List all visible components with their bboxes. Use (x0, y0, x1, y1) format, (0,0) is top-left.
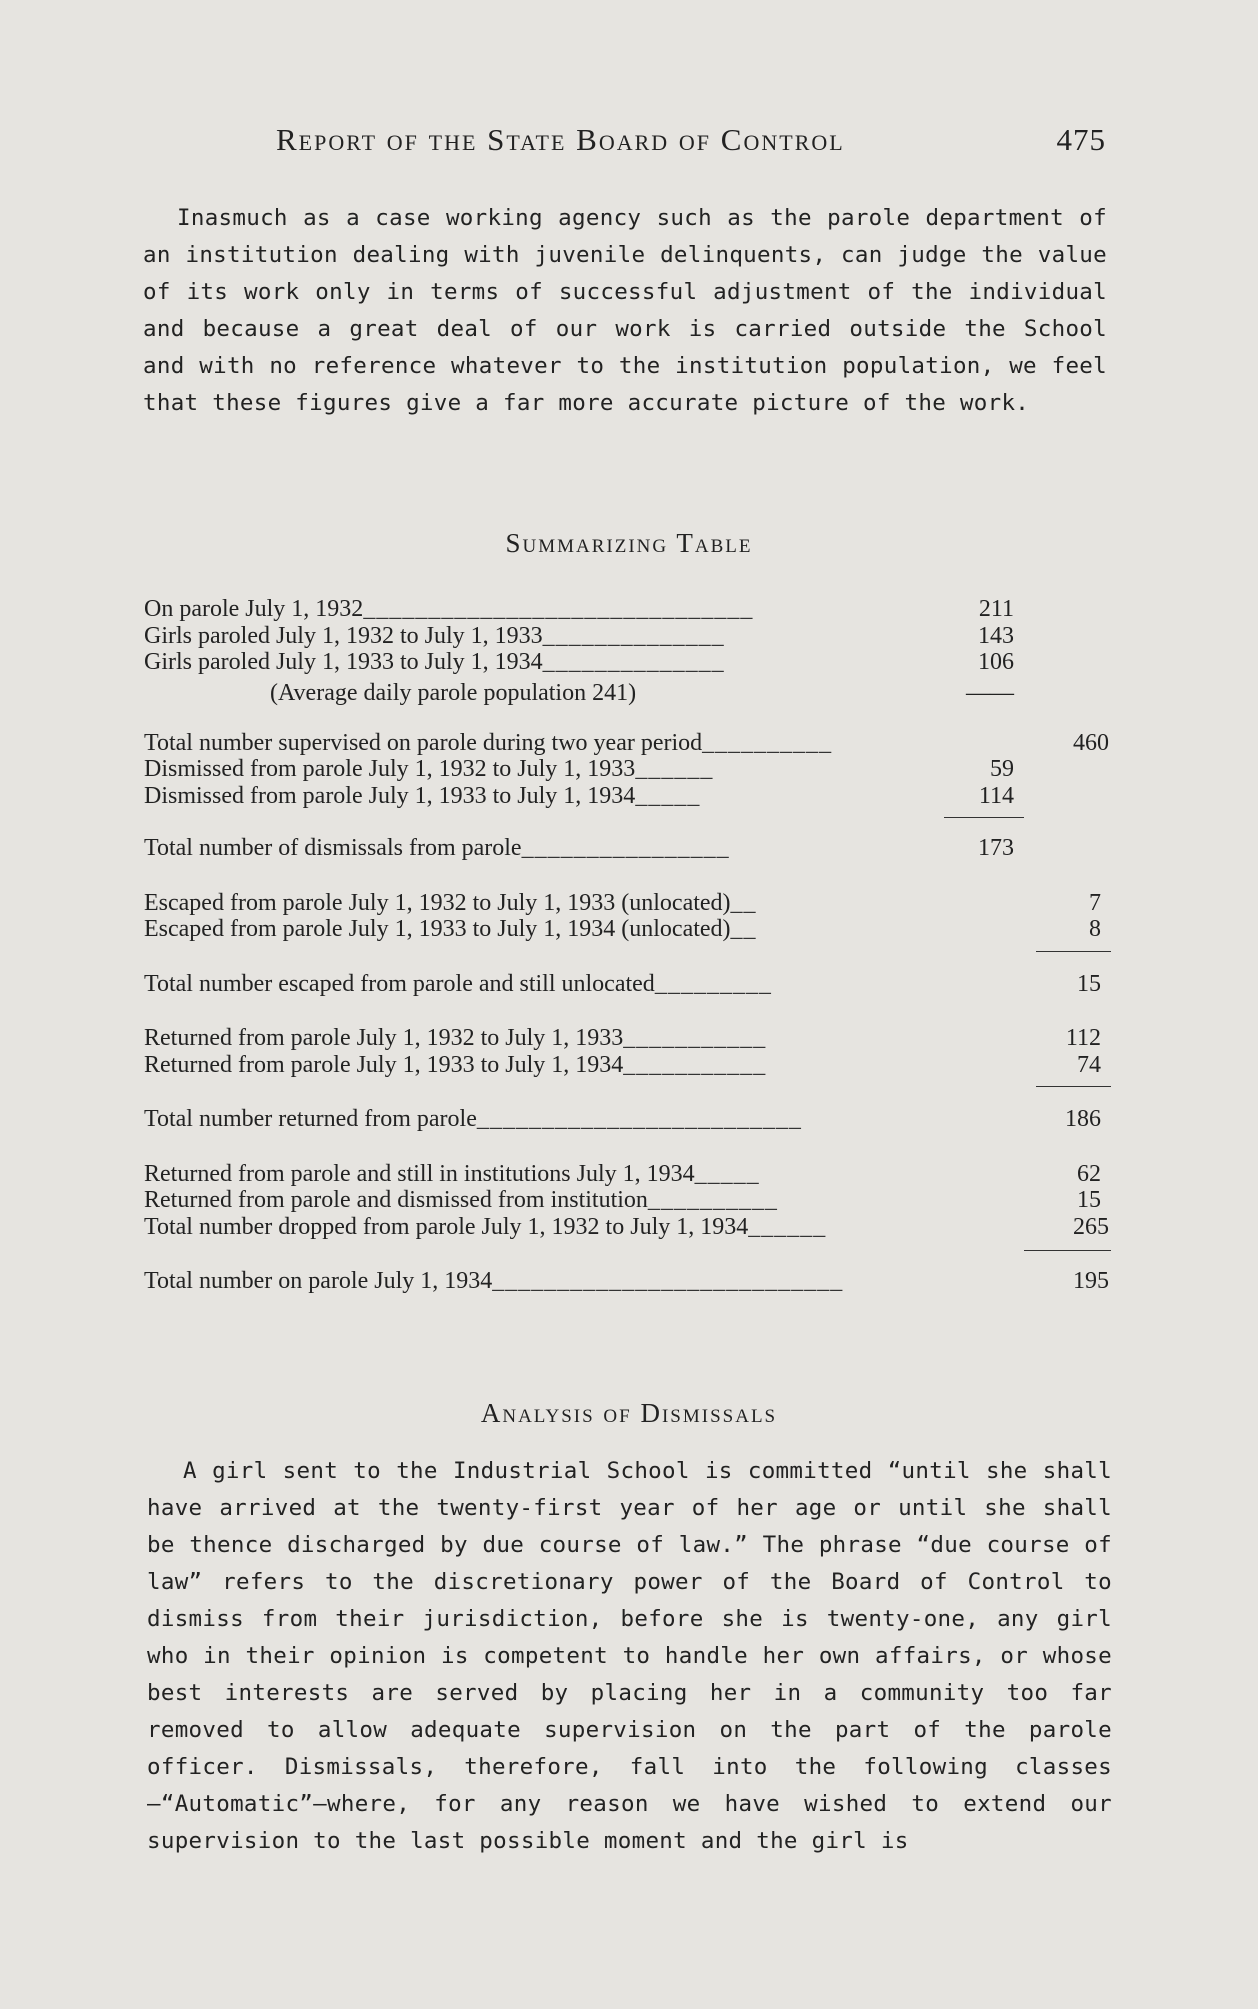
row-label: Total number supervised on parole during two year period (144, 729, 703, 756)
summary-table-title: Summarizing Table (505, 528, 753, 558)
analysis-title: Analysis of Dismissals (480, 1398, 778, 1428)
row-value: 8 (1089, 916, 1101, 942)
leader-dots: __________ (702, 729, 833, 756)
row-value: 74 (1077, 1051, 1101, 1078)
row-label: (Average daily parole population 241) (270, 679, 637, 706)
row-label: Total number escaped from parole and still unlocated (144, 970, 655, 997)
table-row (144, 756, 1109, 783)
table-row (144, 1052, 1109, 1079)
row-label: Dismissed from parole July 1, 1932 to July 1, 1933 (144, 756, 636, 782)
table-row (144, 730, 1109, 757)
row-label: Returned from parole and still in institutions July 1, 1934 (144, 1160, 695, 1187)
table-row (144, 1106, 1109, 1133)
row-label: Girls paroled July 1, 1933 to July 1, 1934 (144, 649, 543, 675)
row-label: Returned from parole and dismissed from institution (144, 1187, 648, 1213)
row-value: 186 (1065, 1106, 1101, 1132)
leader-dots: __ (730, 889, 757, 916)
table-row (144, 835, 1109, 862)
leader-dots: ______ (748, 1213, 827, 1240)
leader-dots: _____ (635, 782, 701, 809)
row-value: 211 (978, 596, 1014, 622)
leader-dots: ___________ (623, 1051, 767, 1078)
row-value: 59 (990, 756, 1014, 782)
table-row (144, 783, 1109, 810)
leader-dots: ______________ (542, 649, 725, 675)
row-label: On parole July 1, 1932 (144, 596, 364, 622)
leader-dots: ______________________________ (363, 596, 754, 622)
row-label: Total number on parole July 1, 1934 (144, 1268, 493, 1294)
leader-dots: __________ (647, 1187, 778, 1213)
row-label: Returned from parole July 1, 1933 to July 1, 1934 (144, 1051, 624, 1078)
table-row (144, 623, 1109, 650)
sum-rule (944, 817, 1024, 818)
row-label: Total number of dismissals from parole (144, 835, 522, 861)
row-value: 143 (978, 622, 1014, 649)
table-row (144, 890, 1109, 917)
row-label: Dismissed from parole July 1, 1933 to July 1, 1934 (144, 782, 636, 809)
running-title: Report of the State Board of Control (276, 122, 845, 157)
page-number: 475 (1056, 122, 1106, 157)
row-value: 112 (1065, 1025, 1101, 1051)
leader-dots: _________ (654, 970, 772, 997)
table-row (144, 1025, 1109, 1052)
row-label: Girls paroled July 1, 1932 to July 1, 1933 (144, 622, 543, 649)
row-value: 195 (1073, 1268, 1109, 1294)
row-label: Returned from parole July 1, 1932 to July 1, 1933 (144, 1025, 624, 1051)
row-value: 265 (1073, 1213, 1109, 1240)
row-value: 106 (978, 649, 1014, 675)
row-value: 15 (1077, 970, 1101, 997)
table-row (144, 916, 1109, 943)
sum-rule (1024, 1250, 1111, 1251)
intro-paragraph: Inasmuch as a case working agency such as the parole department of an institution dealing with juvenile delinquents, can judge the value of its work only in terms of successful adjustment of the individual and because a great deal of our work is carried outside the School and with no reference whatever to the institution population, we feel that these figures give a far more accurate picture of the work. (143, 205, 1107, 416)
row-value: 173 (978, 835, 1014, 861)
leader-dots: ___________________________ (492, 1268, 844, 1294)
leader-dots: ______________ (542, 622, 725, 649)
summary-table (144, 596, 1109, 1295)
row-value: 114 (978, 782, 1014, 809)
leader-dots: _________________________ (476, 1106, 802, 1132)
table-row (144, 596, 1109, 623)
row-value: 460 (1073, 729, 1109, 756)
leader-dots: ______ (635, 756, 714, 782)
analysis-paragraph: A girl sent to the Industrial School is committed “until she shall have arrived at the twenty-first year of her age or until she shall be thence discharged by due course of law.” The phrase “due course of law” refers to the discretionary power of the Board of Control to dismiss from their jurisdiction, before she is twenty-one, any girl who in their opinion is competent to handle her own affairs, or whose best interests are served by placing her in a community too far removed to allow adequate supervision on the part of the parole officer. Dismissals, therefore, fall into the following classes—“Automatic”—where, for any reason we have wished to extend our supervision to the last possible moment and the girl is (147, 1458, 1112, 1854)
row-value: 7 (1089, 889, 1101, 916)
sum-rule (1036, 1086, 1111, 1087)
table-row (144, 1214, 1109, 1241)
table-row (144, 1161, 1109, 1188)
row-value: 15 (1077, 1187, 1101, 1213)
page-header (276, 122, 1106, 158)
leader-dots: ________________ (521, 835, 730, 861)
leader-dots: __ (730, 916, 757, 942)
table-row (144, 649, 1109, 676)
leader-dots: _____ (694, 1160, 760, 1187)
table-row (144, 971, 1109, 998)
row-label: Escaped from parole July 1, 1933 to July 1, 1934 (unlocated) (144, 916, 731, 942)
table-row (144, 1187, 1109, 1214)
row-value: 62 (1077, 1160, 1101, 1187)
row-value: —— (966, 679, 1014, 706)
row-label: Total number dropped from parole July 1, 1932 to July 1, 1934 (144, 1213, 749, 1240)
leader-dots: ___________ (623, 1025, 767, 1051)
table-row (144, 1268, 1109, 1295)
table-row (144, 676, 1109, 710)
row-label: Total number returned from parole (144, 1106, 477, 1132)
sum-rule (1036, 951, 1111, 952)
row-label: Escaped from parole July 1, 1932 to July 1, 1933 (unlocated) (144, 889, 731, 916)
